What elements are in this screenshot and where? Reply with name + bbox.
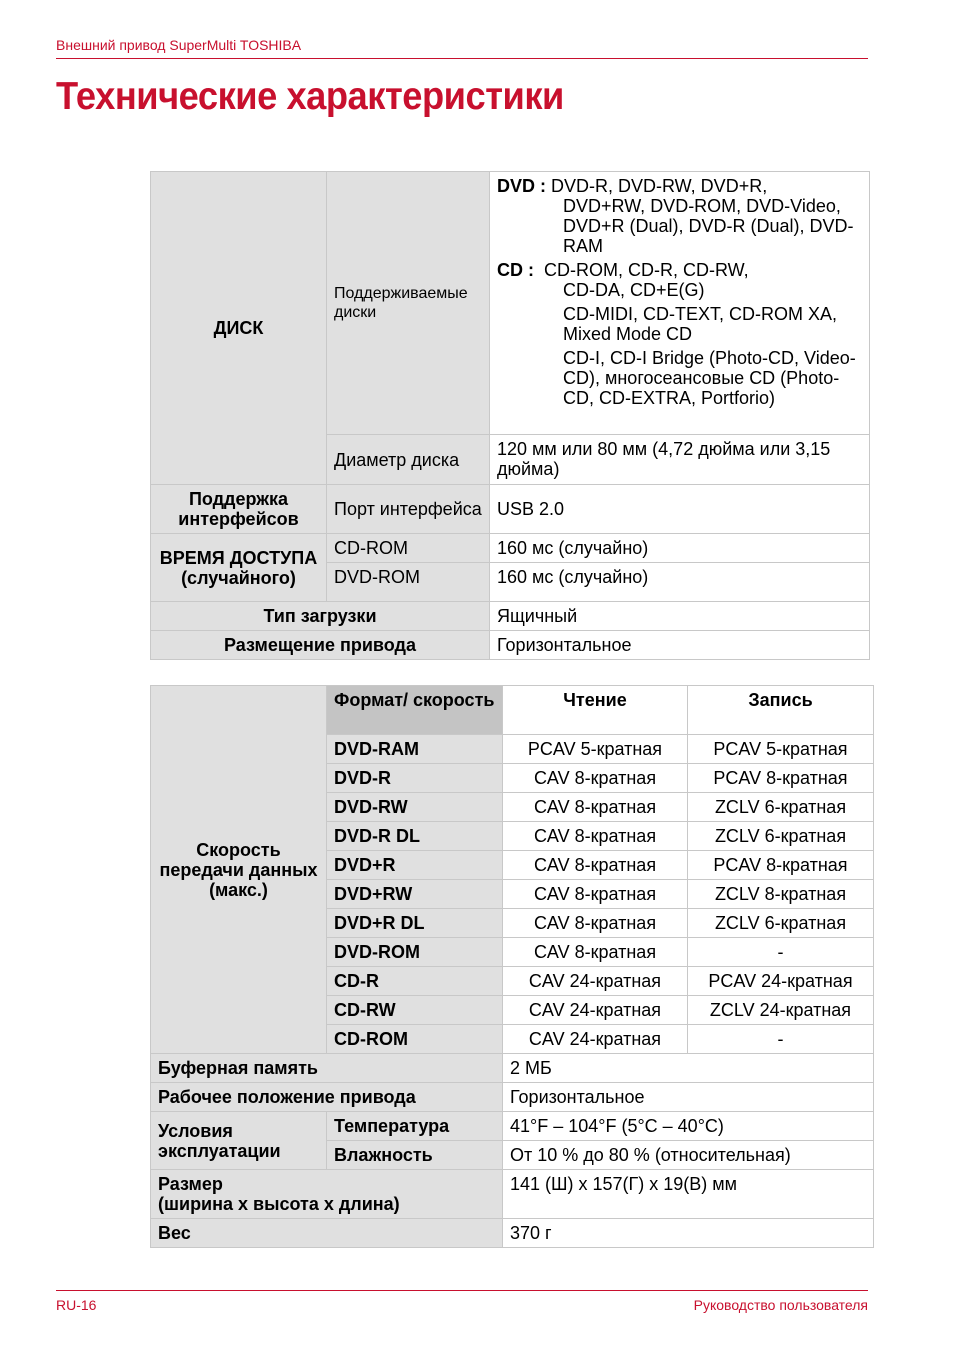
header-rule	[56, 58, 868, 59]
access-row-name: CD-ROM	[327, 534, 490, 563]
conditions-label: Условия эксплуатации	[151, 1112, 327, 1170]
format-cell: CD-RW	[327, 996, 503, 1025]
format-cell: DVD-RW	[327, 793, 503, 822]
read-cell: CAV 8-кратная	[503, 909, 688, 938]
humidity-value: От 10 % до 80 % (относительная)	[503, 1141, 874, 1170]
access-label: ВРЕМЯ ДОСТУПА (случайного)	[151, 534, 327, 602]
write-cell: PCAV 5-кратная	[688, 735, 874, 764]
diameter-value: 120 мм или 80 мм (4,72 дюйма или 3,15 дюйма)	[490, 435, 870, 485]
disk-label: ДИСК	[151, 172, 327, 485]
size-label-line-1: Размер	[158, 1174, 223, 1194]
write-cell: ZCLV 6-кратная	[688, 793, 874, 822]
footer-title: Руководство пользователя	[693, 1297, 868, 1313]
dvd-label: DVD :	[497, 176, 546, 196]
dvd-first: DVD-R, DVD-RW, DVD+R,	[551, 176, 768, 196]
size-value: 141 (Ш) x 157(Г) x 19(В) мм	[503, 1170, 874, 1219]
read-cell: CAV 8-кратная	[503, 822, 688, 851]
read-cell: CAV 8-кратная	[503, 793, 688, 822]
format-cell: DVD+R DL	[327, 909, 503, 938]
size-label-line-2: (ширина x высота x длина)	[158, 1194, 400, 1214]
supported-disks-value	[490, 172, 870, 435]
interface-label: Поддержка интерфейсов	[151, 485, 327, 534]
read-cell: CAV 8-кратная	[503, 938, 688, 967]
read-cell: CAV 8-кратная	[503, 851, 688, 880]
page-number: RU-16	[56, 1297, 97, 1313]
cd-rest-2: CD-MIDI, CD-TEXT, CD-ROM XA, Mixed Mode CD	[563, 304, 837, 344]
supported-disks-label: Поддерживаемые диски	[327, 172, 490, 435]
load-type-value: Ящичный	[490, 602, 870, 631]
format-header: Формат/ скорость	[327, 686, 503, 735]
cd-rest-1: CD-DA, CD+E(G)	[563, 280, 705, 300]
temperature-value: 41°F – 104°F (5°C – 40°C)	[503, 1112, 874, 1141]
write-cell: ZCLV 6-кратная	[688, 909, 874, 938]
cd-first: CD-ROM, CD-R, CD-RW,	[544, 260, 749, 280]
weight-label: Вес	[151, 1219, 503, 1248]
write-cell: -	[688, 938, 874, 967]
access-row-name: DVD-ROM	[327, 563, 490, 602]
size-label	[151, 1170, 503, 1219]
speed-label: Скорость передачи данных (макс.)	[151, 686, 327, 1054]
write-cell: -	[688, 1025, 874, 1054]
buffer-value: 2 МБ	[503, 1054, 874, 1083]
dvd-rest: DVD+RW, DVD-ROM, DVD-Video, DVD+R (Dual), DVD-R (Dual), DVD-RAM	[563, 196, 854, 256]
format-cell: DVD+R	[327, 851, 503, 880]
write-cell: ZCLV 8-кратная	[688, 880, 874, 909]
format-cell: DVD-R	[327, 764, 503, 793]
write-cell: ZCLV 6-кратная	[688, 822, 874, 851]
diameter-label: Диаметр диска	[327, 435, 490, 485]
running-header: Внешний привод SuperMulti TOSHIBA	[56, 37, 302, 53]
write-cell: ZCLV 24-кратная	[688, 996, 874, 1025]
interface-port-label: Порт интерфейса	[327, 485, 490, 534]
humidity-label: Влажность	[327, 1141, 503, 1170]
specs-table-1	[150, 171, 870, 660]
write-header: Запись	[688, 686, 874, 735]
format-cell: DVD-RAM	[327, 735, 503, 764]
load-type-label: Тип загрузки	[151, 602, 490, 631]
position-value: Горизонтальное	[503, 1083, 874, 1112]
read-cell: CAV 8-кратная	[503, 764, 688, 793]
placement-label: Размещение привода	[151, 631, 490, 660]
page-title: Технические характеристики	[56, 75, 564, 118]
write-cell: PCAV 24-кратная	[688, 967, 874, 996]
write-cell: PCAV 8-кратная	[688, 851, 874, 880]
temperature-label: Температура	[327, 1112, 503, 1141]
weight-value: 370 г	[503, 1219, 874, 1248]
format-cell: DVD-ROM	[327, 938, 503, 967]
read-cell: CAV 24-кратная	[503, 1025, 688, 1054]
read-cell: PCAV 5-кратная	[503, 735, 688, 764]
interface-value: USB 2.0	[490, 485, 870, 534]
read-cell: CAV 8-кратная	[503, 880, 688, 909]
format-cell: DVD+RW	[327, 880, 503, 909]
specs-table-2	[150, 685, 874, 1248]
placement-value: Горизонтальное	[490, 631, 870, 660]
buffer-label: Буферная память	[151, 1054, 503, 1083]
read-header: Чтение	[503, 686, 688, 735]
footer-rule	[56, 1290, 868, 1291]
read-cell: CAV 24-кратная	[503, 996, 688, 1025]
format-cell: DVD-R DL	[327, 822, 503, 851]
format-cell: CD-R	[327, 967, 503, 996]
access-row-value: 160 мс (случайно)	[490, 563, 870, 602]
position-label: Рабочее положение привода	[151, 1083, 503, 1112]
read-cell: CAV 24-кратная	[503, 967, 688, 996]
cd-label: CD :	[497, 260, 534, 280]
write-cell: PCAV 8-кратная	[688, 764, 874, 793]
format-cell: CD-ROM	[327, 1025, 503, 1054]
cd-rest-3: CD-I, CD-I Bridge (Photo-CD, Video-CD), многосеансовые CD (Photo-CD, CD-EXTRA, Portforio)	[563, 348, 856, 408]
access-row-value: 160 мс (случайно)	[490, 534, 870, 563]
